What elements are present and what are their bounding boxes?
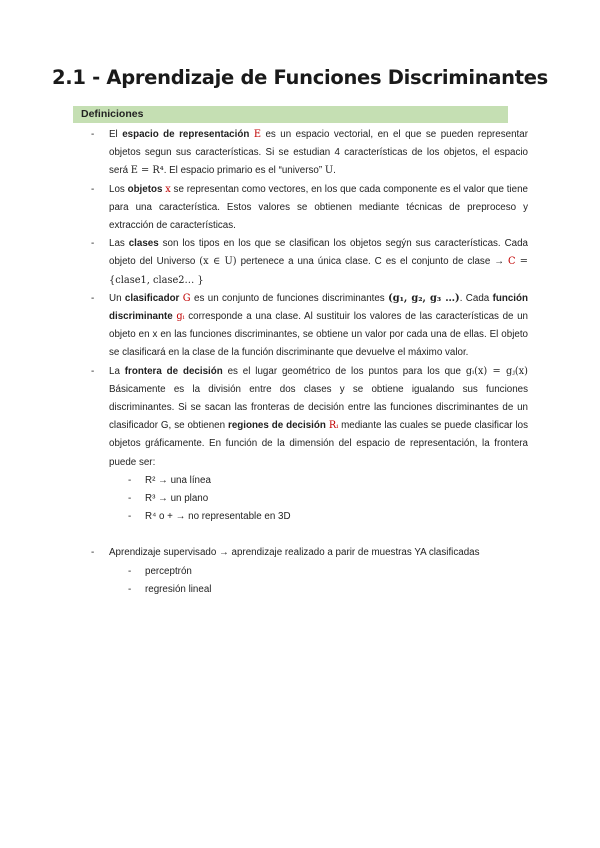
text: . [333, 165, 336, 177]
spacer [73, 526, 528, 544]
text: mediante las cuales se puede clasificar los objetos gráficamente. En función de la dimensión del espacio de representación, la frontera puede ser: [109, 420, 529, 468]
text: son los tipos en los que se clasifican los objetos segýn sus características. Cada objeto del Universo [109, 238, 528, 268]
symbol: G [182, 292, 191, 304]
term: regiones de decisión [228, 420, 326, 432]
section-heading: Definiciones [73, 106, 508, 123]
symbol: gᵢ [176, 311, 185, 323]
sub-item: - R³ → un plano [73, 490, 528, 508]
text: Básicamente es la división entre dos clases y se obtiene igualando sus funciones discriminantes. Si se sacan las fronteras de decisión entre las funciones discriminantes de un clasificador G, se obtienen [109, 383, 528, 432]
term: clases [128, 238, 159, 250]
text: La [109, 365, 125, 377]
list-item [73, 290, 528, 363]
formula: = {clase1, clase2… } [109, 256, 528, 286]
list-item [73, 181, 528, 236]
sub-item: - perceptrón [73, 563, 528, 581]
text: es un conjunto de funciones discriminantes [190, 292, 389, 304]
definitions-list [73, 126, 528, 599]
list-item [73, 235, 528, 290]
text: . Cada [459, 292, 493, 304]
symbol: E [253, 129, 261, 140]
term: clasificador [124, 292, 180, 304]
text: Aprendizaje supervisado → aprendizaje realizado a parir de muestras YA clasificadas [109, 547, 480, 559]
sub-item: - R⁴ o + → no representable en 3D [73, 508, 528, 526]
text: pertenece a una única clase. C es el conjunto de clase → [236, 256, 508, 268]
term: espacio de representación [122, 129, 250, 140]
sub-item: - regresión lineal [73, 581, 528, 599]
list-item [73, 544, 528, 562]
formula: (x ∈ U) [199, 256, 237, 268]
text: es el lugar geométrico de los puntos para los que [222, 365, 466, 377]
text: El [109, 129, 123, 140]
text: Un [109, 292, 125, 304]
text: Las [109, 238, 129, 250]
formula: E = R⁴ [130, 165, 164, 177]
page-title: 2.1 - Aprendizaje de Funciones Discriminantes [52, 66, 548, 89]
term: objetos [127, 183, 163, 195]
text: Los [109, 183, 128, 195]
formula: gᵢ(x) = gⱼ(x) [465, 365, 529, 377]
symbol: x [165, 183, 171, 195]
term: frontera de decisión [124, 365, 223, 377]
text: . El espacio primario es el “universo” [163, 165, 325, 177]
term: función discriminante [109, 292, 528, 323]
text: es un espacio vectorial, en el que se pueden representar objetos segun sus características. Si se estudian 4 características de los objetos, el espacio será [109, 129, 528, 177]
symbol: Rᵢ [328, 420, 339, 432]
symbol: C [507, 256, 516, 268]
sub-item: - R² → una línea [73, 472, 528, 490]
text: se representan como vectores, en los que cada componente es el valor que tiene para una característica. Estos valores se obtienen mediante técnicas de preproceso y extracción de características. [109, 183, 528, 232]
text: corresponde a una clase. Al sustituir los valores de las características de un objeto en x en las funciones discriminantes, se obtiene un valor por cada una de ellas. El objeto se clasificará en la clase de la función discriminante que devuelve el máximo valor. [109, 311, 528, 359]
formula: (g₁, g₂, g₃ …) [388, 292, 460, 304]
list-item [73, 363, 528, 472]
list-item [73, 126, 528, 181]
formula: U [324, 165, 334, 177]
